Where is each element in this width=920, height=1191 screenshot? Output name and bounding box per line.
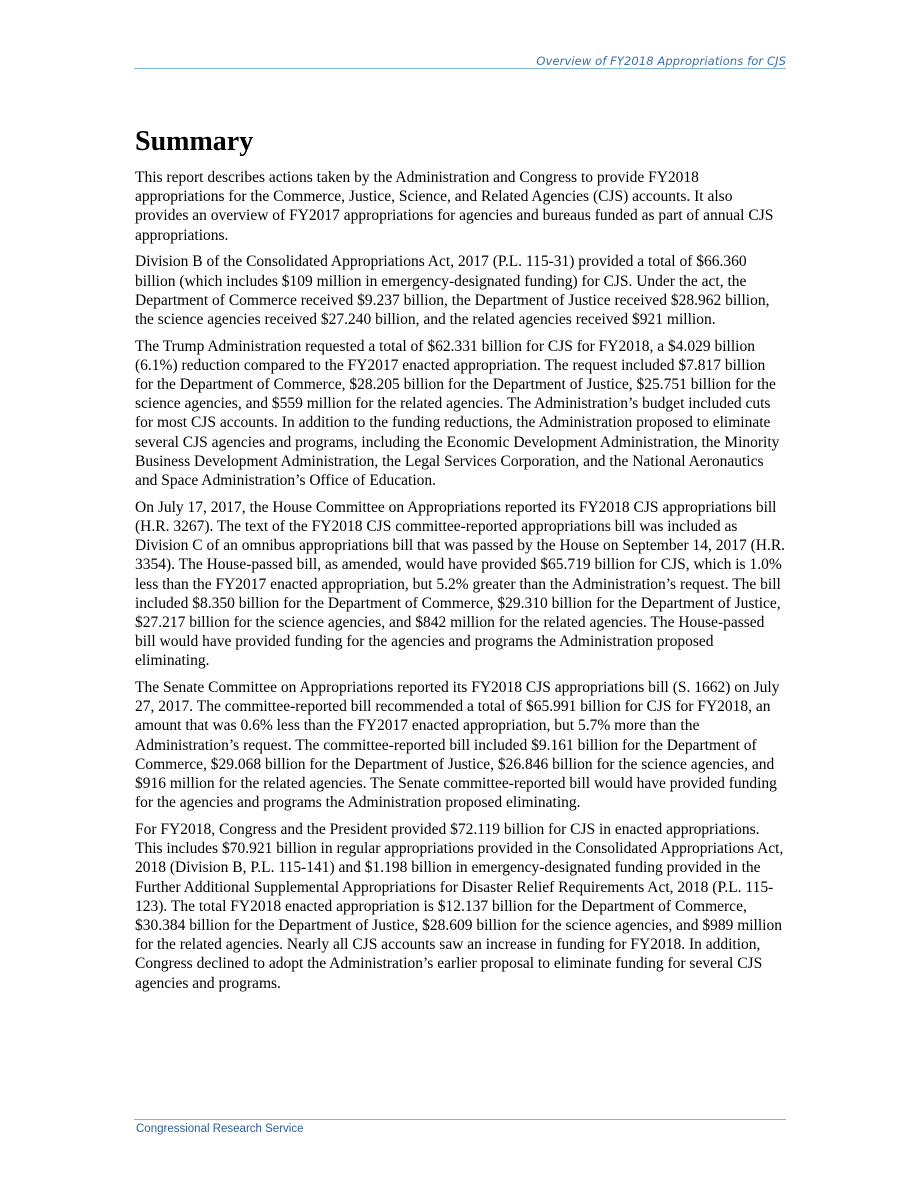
paragraph-fy2017-enacted: Division B of the Consolidated Appropriations Act, 2017 (P.L. 115-31) provided a total of $66.360 billion (which includes $109 million in emergency-designated funding) for CJS. Under the act, the Department of Commerce received $9.237 billion, the Department of Justice received $28.962 billion, the science agencies received $27.240 billion, and the related agencies received $921 million. bbox=[135, 253, 770, 328]
paragraph-senate-action: The Senate Committee on Appropriations reported its FY2018 CJS appropriations bill (S. 1662) on July 27, 2017. The committee-reported bill recommended a total of $65.991 billion for CJS for FY2018, an amount that was 0.6% less than the FY2017 enacted appropriation, but 5.7% more than the Administration’s request. The committee-reported bill included $9.161 billion for the Department of Commerce, $29.068 billion for the Department of Justice, $26.846 billion for the science agencies, and $916 million for the related agencies. The Senate committee-reported bill would have provided funding for the agencies and programs the Administration proposed eliminating. bbox=[135, 679, 780, 812]
header-divider bbox=[134, 68, 786, 69]
page-content bbox=[135, 122, 787, 1000]
paragraph-house-action: On July 17, 2017, the House Committee on Appropriations reported its FY2018 CJS appropriations bill (H.R. 3267). The text of the FY2018 CJS committee-reported appropriations bill was included as Division C of an omnibus appropriations bill that was passed by the House on September 14, 2017 (H.R. 3354). The House-passed bill, as amended, would have provided $65.719 billion for CJS, which is 1.0% less than the FY2017 enacted appropriation, but 5.2% greater than the Administration’s request. The bill included $8.350 billion for the Department of Commerce, $29.310 billion for the Department of Justice, $27.217 billion for the science agencies, and $842 million for the related agencies. The House-passed bill would have provided funding for the agencies and programs the Administration proposed eliminating. bbox=[135, 498, 786, 670]
paragraph-fy2018-enacted: For FY2018, Congress and the President provided $72.119 billion for CJS in enacted appropriations. This includes $70.921 billion in regular appropriations provided in the Consolidated Appropriations Act, 2018 (Division B, P.L. 115-141) and $1.198 billion in emergency-designated funding provided in the Further Additional Supplemental Appropriations for Disaster Relief Requirements Act, 2018 (P.L. 115-123). The total FY2018 enacted appropriation is $12.137 billion for the Department of Commerce, $30.384 billion for the Department of Justice, $28.609 billion for the science agencies, and $989 million for the related agencies. Nearly all CJS accounts saw an increase in funding for FY2018. In addition, Congress declined to adopt the Administration’s earlier proposal to eliminate funding for several CJS agencies and programs. bbox=[135, 821, 784, 992]
footer-organization: Congressional Research Service bbox=[136, 1123, 304, 1135]
footer-divider bbox=[134, 1119, 786, 1120]
page-title: Summary bbox=[135, 126, 254, 157]
paragraph-overview: This report describes actions taken by the Administration and Congress to provide FY2018 appropriations for the Commerce, Justice, Science, and Related Agencies (CJS) accounts. It also provides an overview of FY2017 appropriations for agencies and bureaus funded as part of annual CJS appropriations. bbox=[135, 169, 774, 244]
running-header-title: Overview of FY2018 Appropriations for CJS bbox=[536, 54, 786, 68]
paragraph-administration-request: The Trump Administration requested a total of $62.331 billion for CJS for FY2018, a $4.029 billion (6.1%) reduction compared to the FY2017 enacted appropriation. The request included $7.817 billion for the Department of Commerce, $28.205 billion for the Department of Justice, $25.751 billion for the science agencies, and $559 million for the related agencies. The Administration’s budget included cuts for most CJS accounts. In addition to the funding reductions, the Administration proposed to eliminate several CJS agencies and programs, including the Economic Development Administration, the Minority Business Development Administration, the Legal Services Corporation, and the National Aeronautics and Space Administration’s Office of Education. bbox=[135, 337, 780, 490]
